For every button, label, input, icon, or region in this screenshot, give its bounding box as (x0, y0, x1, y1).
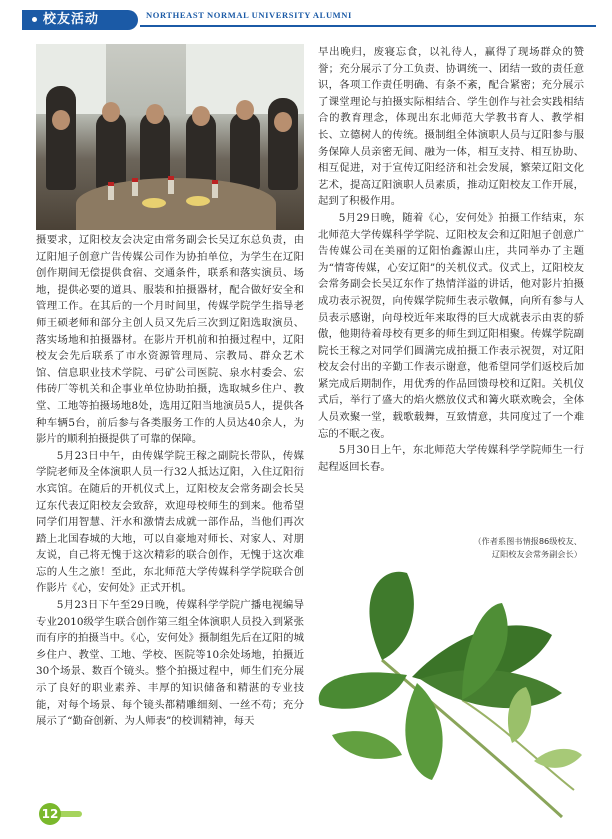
section-tab (22, 10, 138, 30)
person-figure (230, 112, 260, 190)
person-head (52, 110, 70, 130)
leaf (405, 683, 442, 780)
bullet-icon (32, 17, 37, 22)
paragraph: 早出晚归，废寝忘食，以礼待人，赢得了现场群众的赞誉；充分展示了分工负责、协调统一、团结一致的责任意识，各项工作责任明确、有条不紊，配合紧密；充分展示了课堂理论与拍摄实际相结合、学生创作与社会实践相结合的教育理念，体现出东北师范大学教书育人、教学相长、立德树人的传统。摄制组全体演职人员与辽阳参与服务保障人员亲密无间、融为一体，相互支持、相互协助、相互促进，对于宣传辽阳经济和社会发展，繁荣辽阳文化艺术，提高辽阳演职人员素质，推动辽阳校友工作开展，起到了积极作用。 (318, 46, 584, 208)
article-column-right (318, 44, 584, 475)
meeting-photo (36, 44, 304, 230)
person-head (102, 102, 120, 122)
leaf-small (534, 749, 582, 768)
author-note (404, 535, 582, 561)
page-header (22, 6, 597, 32)
bottle-icon (108, 182, 114, 200)
person-head (274, 112, 292, 132)
bottle-icon (212, 180, 218, 198)
person-figure (96, 112, 126, 190)
person-figure (46, 86, 76, 190)
bottle-icon (132, 178, 138, 196)
alumni-banner: NORTHEAST NORMAL UNIVERSITY ALUMNI (146, 10, 352, 20)
paragraph: 5月30日上午，东北师范大学传媒科学学院师生一行起程返回长春。 (318, 444, 584, 473)
paragraph: 摄要求，辽阳校友会决定由常务副会长吴辽东总负责，由辽阳旭子创意广告传媒公司作为协拍单位，为学生在辽阳创作期间无偿提供食宿、交通条件，联系和落实演员、场地，提供必要的道具、服装和拍摄器材，配合做好安全和管理工作。在其后的一个月时间里，传媒学院学生指导老师王硕老师和部分主创人员又先后三次到辽阳选取演员、落实场地和拍摄器材。在影片开机前和拍摄过程中，辽阳校友会先后联系了市水资源管理局、宗教局、群众艺术馆、信息职业技术学院、弓矿公司医院、泉水村委会、宏伟砖厂等机关和企事业单位协助拍摄，选取城乡住户、教堂、工地等拍摄场地8处，选用辽阳当地演员5人，提供各种车辆5台，前后参与各类服务工作的人员达40余人，为影片的顺利拍摄提供了可靠的保障。 (36, 234, 304, 446)
bottle-icon (168, 176, 174, 194)
article-column-left (36, 232, 304, 730)
page-number: 12 (39, 803, 61, 825)
fruit-plate (142, 198, 166, 208)
author-note-line: （作者系图书情报86级校友、 (473, 536, 582, 546)
paragraph: 5月29日晚，随着《心，安何处》拍摄工作结束，东北师范大学传媒科学学院、辽阳校友会和辽阳旭子创意广告传媒公司在美丽的辽阳怡鑫源山庄，共同举办了主题为“情寄传媒，心安辽阳”的关机仪式。仪式上，辽阳校友会常务副会长吴辽东作了热情洋溢的讲话，他对影片拍摄成功表示祝贺，向传媒学院师生表示敬佩，向所有参与人员表示感谢，向母校近年来取得的巨大成就表示由衷的骄傲，他期待着母校有更多的师生到辽阳相聚。传媒学院副院长王稼之对同学们圆满完成拍摄工作表示祝贺，对辽阳校友会付出的辛勤工作表示谢意，他希望同学们返校后加紧完成后期制作，用优秀的作品回馈母校和辽阳。关机仪式后，举行了盛大的焰火燃放仪式和篝火联欢晚会，全体人员欢聚一堂，载歌载舞，互致情意，共同度过了一个难忘的不眠之夜。 (318, 211, 584, 440)
paragraph: 5月23日下午至29日晚，传媒科学学院广播电视编导专业2010级学生联合创作第三组全体演职人员投入到紧张而有序的拍摄当中。《心，安何处》摄制组先后在辽阳的城乡住户、教堂、工地、学校、医院等10余处场地，拍摄近30个场景、数百个镜头。整个拍摄过程中，师生们充分展示了良好的职业素养、丰厚的知识储备和精湛的专业技能，对每个场景、每个镜头都精雕细刻、一丝不苟；充分展示了“勤奋创新、为人师表”的校训精神，每天 (36, 599, 304, 728)
leaf (319, 672, 407, 708)
plant-illustration (312, 565, 588, 820)
author-note-line: 辽阳校友会常务副会长） (491, 549, 582, 559)
leaf (369, 572, 413, 660)
person-head (146, 104, 164, 124)
header-rule (140, 25, 596, 27)
section-title: 校友活动 (43, 12, 100, 27)
fruit-plate (186, 196, 210, 206)
person-head (192, 106, 210, 126)
paragraph: 5月23日中午，由传媒学院王稼之副院长带队，传媒学院老师及全体演职人员一行32人抵达辽阳，入住辽阳衍水宾馆。在随后的开机仪式上，辽阳校友会常务副会长吴辽东代表辽阳校友会致辞，欢迎母校师生的到来。他希望同学们用智慧、汗水和激情去成就一部作品，当他们再次踏上北国春城的大地，可以自豪地对师长、对家人、对朋友说，自己将无愧于这次精彩的联合创作，无愧于这次难忘的人生之旅！至此，东北师范大学传媒科学学院联合创作影片《心，安何处》正式开机。 (36, 449, 304, 595)
meeting-table (76, 178, 276, 230)
leaf (332, 731, 402, 759)
person-head (236, 100, 254, 120)
